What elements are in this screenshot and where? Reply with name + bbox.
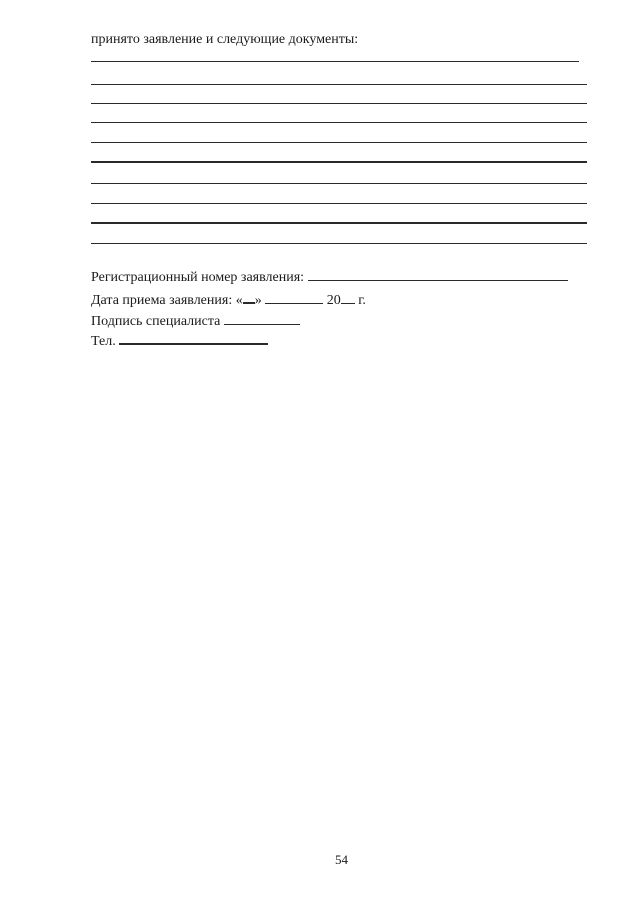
date-close-quote: » [254, 293, 262, 308]
date-year-prefix: 20 [326, 293, 341, 308]
document-line [91, 84, 587, 85]
registration-number-row [91, 267, 568, 287]
document-line [91, 161, 587, 163]
date-year-suffix: г. [358, 293, 366, 308]
signature-field [224, 311, 300, 325]
document-line [91, 183, 587, 184]
page-number: 54 [335, 852, 348, 867]
date-received-label: Дата приема заявления: [91, 293, 233, 308]
date-open-quote: « [235, 293, 243, 308]
document-line [91, 203, 587, 204]
documents-intro-text: принято заявление и следующие документы: [91, 32, 359, 47]
signature-row [91, 311, 300, 331]
phone-field [119, 330, 268, 345]
registration-number-field [308, 267, 568, 281]
date-day-field [243, 289, 255, 304]
document-line [91, 61, 579, 62]
document-line [91, 103, 587, 104]
phone-label: Тел. [91, 334, 116, 349]
date-received-row [91, 289, 366, 310]
date-year-field [341, 290, 355, 304]
date-month-field [265, 290, 323, 304]
document-line [91, 243, 587, 244]
registration-number-label: Регистрационный номер заявления: [91, 270, 305, 285]
document-line [91, 122, 587, 123]
phone-row [91, 330, 268, 351]
document-line [91, 222, 587, 224]
signature-label: Подпись специалиста [91, 314, 221, 329]
document-line [91, 142, 587, 143]
documents-list-lines [91, 0, 587, 260]
